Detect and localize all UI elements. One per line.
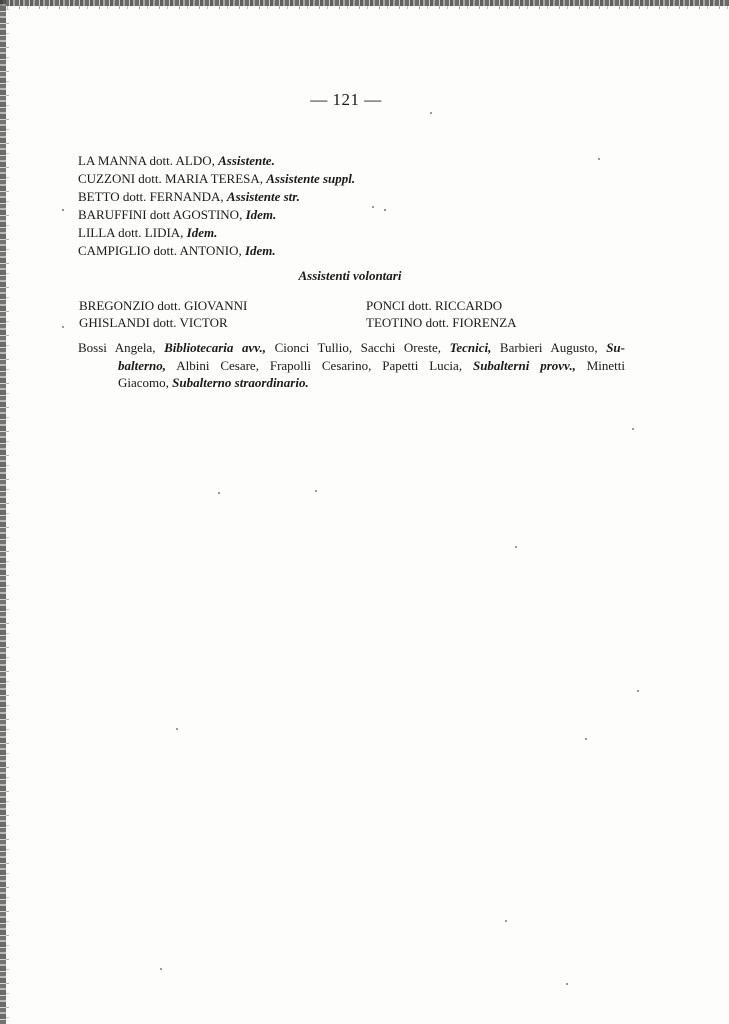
staff-entry xyxy=(78,188,355,206)
scan-speck xyxy=(598,158,600,160)
text-run: Bossi Angela, xyxy=(78,340,165,355)
scan-speck xyxy=(218,492,220,494)
role-run: Subalterno straordinario. xyxy=(172,375,309,390)
staff-entry xyxy=(78,170,355,188)
scan-speck xyxy=(566,983,568,985)
staff-entry xyxy=(78,206,355,224)
paragraph-line xyxy=(78,374,625,392)
scan-speck xyxy=(62,326,64,328)
scan-speck xyxy=(637,690,639,692)
role-run: Tecnici, xyxy=(449,340,492,355)
scan-speck xyxy=(515,546,517,548)
staff-name: CUZZONI dott. MARIA TERESA, xyxy=(78,171,267,186)
staff-entry xyxy=(78,242,355,260)
scan-speck xyxy=(632,428,634,430)
staff-role: Assistente str. xyxy=(226,189,300,204)
scan-speck xyxy=(62,209,64,211)
volunteers-left-column xyxy=(79,297,247,331)
scan-speck xyxy=(160,968,162,970)
text-run: Minetti xyxy=(575,357,625,373)
scan-binding-edge-noise xyxy=(6,0,9,1024)
scan-speck xyxy=(176,728,178,730)
staff-name: BETTO dott. FERNANDA, xyxy=(78,189,227,204)
staff-list xyxy=(78,152,355,260)
scan-speck xyxy=(372,206,374,208)
scan-speck xyxy=(585,738,587,740)
staff-name: BARUFFINI dott AGOSTINO, xyxy=(78,207,246,222)
staff-role: Idem. xyxy=(244,243,276,258)
auxiliary-staff-paragraph xyxy=(78,339,625,392)
scan-speck xyxy=(430,112,432,114)
volunteer-entry: GHISLANDI dott. VICTOR xyxy=(79,315,228,330)
page-number: — 121 — xyxy=(310,90,382,109)
paragraph-line xyxy=(78,339,625,357)
staff-role: Assistente. xyxy=(218,153,275,168)
staff-role: Idem. xyxy=(245,207,277,222)
text-run: Barbieri Augusto, xyxy=(491,340,607,355)
staff-entry xyxy=(78,152,355,170)
text-run: Giacomo, xyxy=(118,375,173,390)
role-run: Subalterni provv., xyxy=(472,357,576,373)
staff-name: CAMPIGLIO dott. ANTONIO, xyxy=(78,243,245,258)
role-run: balterno, xyxy=(118,357,167,373)
scan-top-edge-noise xyxy=(0,6,729,9)
role-run: Bibliotecaria avv., xyxy=(164,340,267,355)
volunteer-entry: PONCI dott. RICCARDO xyxy=(366,298,503,313)
staff-entry xyxy=(78,224,355,242)
scan-speck xyxy=(384,209,386,211)
text-run: Cionci Tullio, Sacchi Oreste, xyxy=(266,340,450,355)
text-run: Albini Cesare, Frapolli Cesarino, Papetti Lucia, xyxy=(166,357,473,373)
volunteer-entry: TEOTINO dott. FIORENZA xyxy=(366,315,517,330)
scan-speck xyxy=(505,920,507,922)
staff-role: Assistente suppl. xyxy=(266,171,356,186)
staff-role: Idem. xyxy=(186,225,218,240)
staff-name: LA MANNA dott. ALDO, xyxy=(78,153,219,168)
paragraph-line xyxy=(78,357,625,375)
volunteer-entry: BREGONZIO dott. GIOVANNI xyxy=(79,298,248,313)
volunteers-right-column xyxy=(366,297,517,331)
section-title-volunteers: Assistenti volontari xyxy=(298,268,402,283)
staff-name: LILLA dott. LIDIA, xyxy=(78,225,187,240)
scan-speck xyxy=(315,490,317,492)
role-run: Su- xyxy=(606,340,625,355)
